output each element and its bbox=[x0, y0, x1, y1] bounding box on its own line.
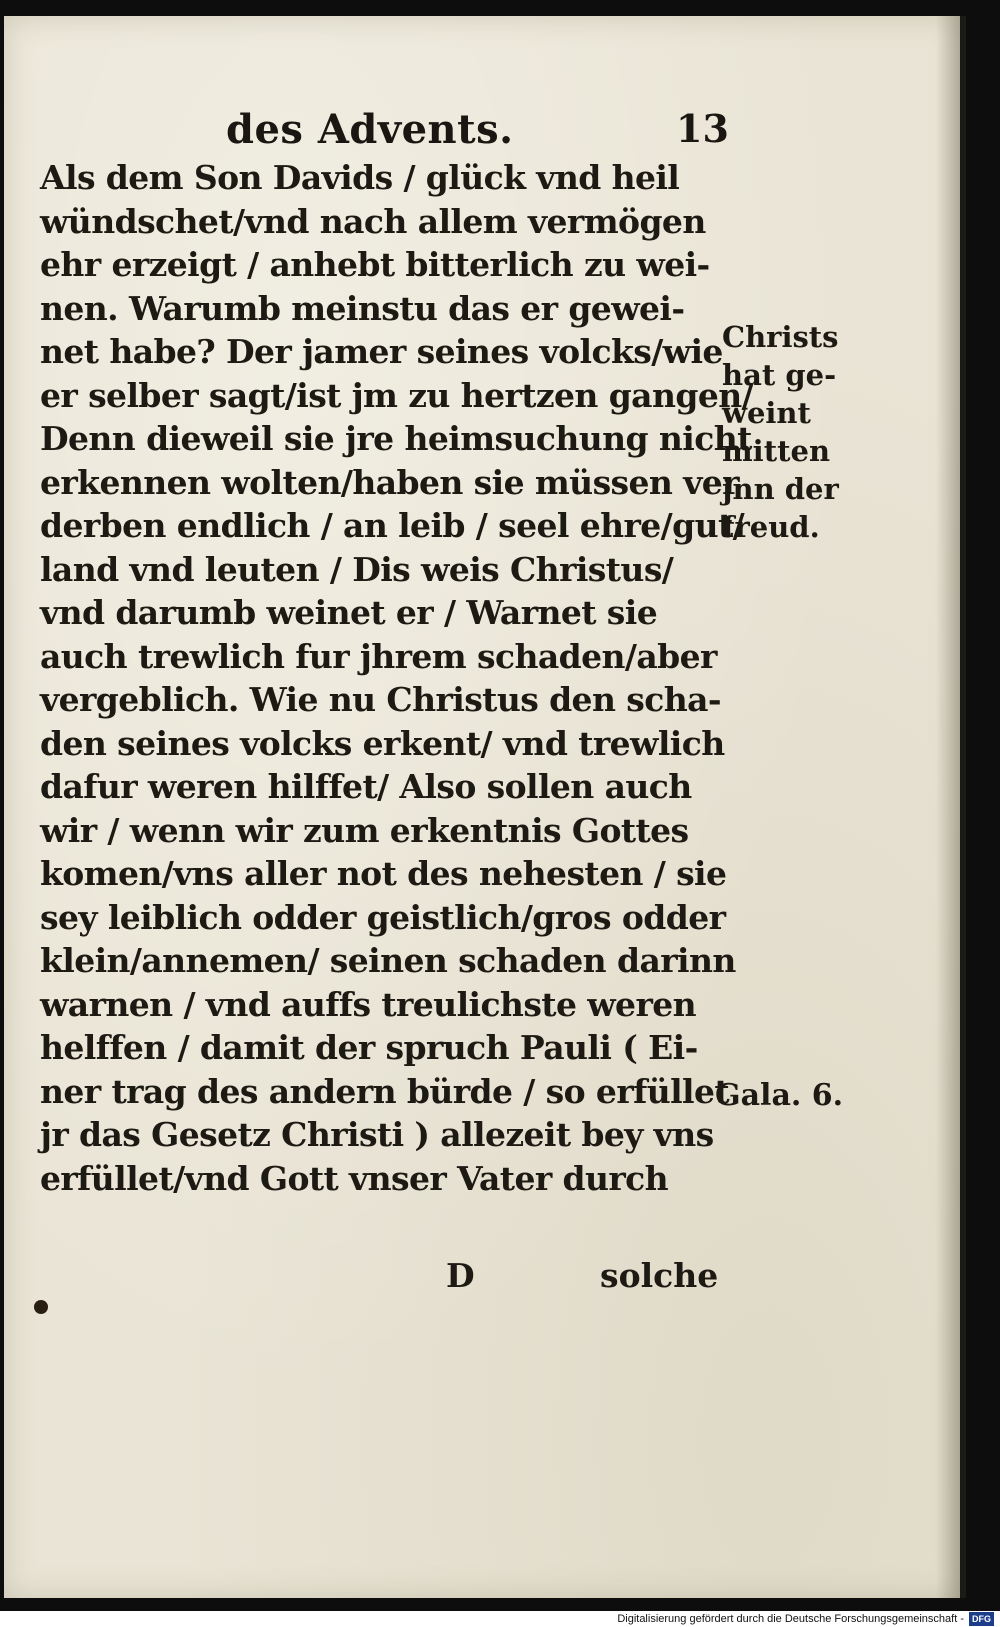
catchword: solche bbox=[600, 1256, 719, 1295]
text-line: ehr erzeigt / anhebt bitterlich zu wei- bbox=[40, 245, 710, 284]
text-line: vnd darumb weinet er / Warnet sie bbox=[40, 593, 658, 632]
footer-credit: Digitalisierung gefördert durch die Deutsche Forschungsgemeinschaft - bbox=[617, 1613, 964, 1625]
text-line: helffen / damit der spruch Pauli ( Ei- bbox=[40, 1028, 698, 1067]
margin-note-line: freud. bbox=[722, 510, 820, 544]
text-line: jr das Gesetz Christi ) allezeit bey vns bbox=[40, 1115, 714, 1154]
margin-note-line: jnn der bbox=[722, 472, 839, 506]
text-line: erfüllet/vnd Gott vnser Vater durch bbox=[40, 1158, 669, 1198]
text-line: er selber sagt/ist jm zu hertzen gangen/ bbox=[40, 375, 754, 415]
margin-note-line: weint bbox=[722, 396, 811, 430]
text-line: Als dem Son Davids / glück vnd heil bbox=[40, 158, 680, 197]
text-line: Denn dieweil sie jre heimsuchung nicht bbox=[40, 419, 752, 458]
text-line: wündschet/vnd nach allem vermögen bbox=[40, 201, 706, 241]
text-line: vergeblich. Wie nu Christus den scha- bbox=[40, 680, 721, 719]
text-line: land vnd leuten / Dis weis Christus/ bbox=[40, 549, 674, 589]
text-line: komen/vns aller not des nehesten / sie bbox=[40, 854, 727, 893]
text-line: derben endlich / an leib / seel ehre/gut/ bbox=[40, 506, 745, 545]
text-line: dafur weren hilffet/ Also sollen auch bbox=[40, 767, 692, 806]
text-line: warnen / vnd auffs treulichste weren bbox=[40, 984, 697, 1024]
margin-note-line: Christs bbox=[722, 320, 839, 354]
margin-note-line: mitten bbox=[722, 434, 831, 468]
text-line: ner trag des andern bürde / so erfüllet bbox=[40, 1071, 730, 1111]
page-edge-shadow bbox=[936, 16, 966, 1598]
dfg-logo: DFG bbox=[969, 1612, 994, 1626]
margin-note bbox=[722, 318, 852, 546]
running-title: des Advents. bbox=[226, 106, 514, 153]
text-line: auch trewlich fur jhrem schaden/aber bbox=[40, 636, 717, 676]
text-line: klein/annemen/ seinen schaden darinn bbox=[40, 941, 736, 980]
text-line: nen. Warumb meinstu das er gewei- bbox=[40, 288, 685, 328]
text-line: erkennen wolten/haben sie müssen ver bbox=[40, 462, 739, 502]
text-line: wir / wenn wir zum erkentnis Gottes bbox=[40, 810, 689, 850]
signature-mark: D bbox=[446, 1256, 475, 1295]
ink-spot bbox=[34, 1300, 48, 1314]
margin-note-line: hat ge- bbox=[722, 358, 837, 392]
text-line: den seines volcks erkent/ vnd trewlich bbox=[40, 723, 725, 763]
text-line: net habe? Der jamer seines volcks/wie bbox=[40, 332, 723, 371]
body-text bbox=[40, 156, 754, 1200]
text-line: sey leiblich odder geistlich/gros odder bbox=[40, 897, 726, 937]
page-number: 13 bbox=[676, 106, 729, 151]
margin-reference: Gala. 6. bbox=[715, 1078, 844, 1113]
